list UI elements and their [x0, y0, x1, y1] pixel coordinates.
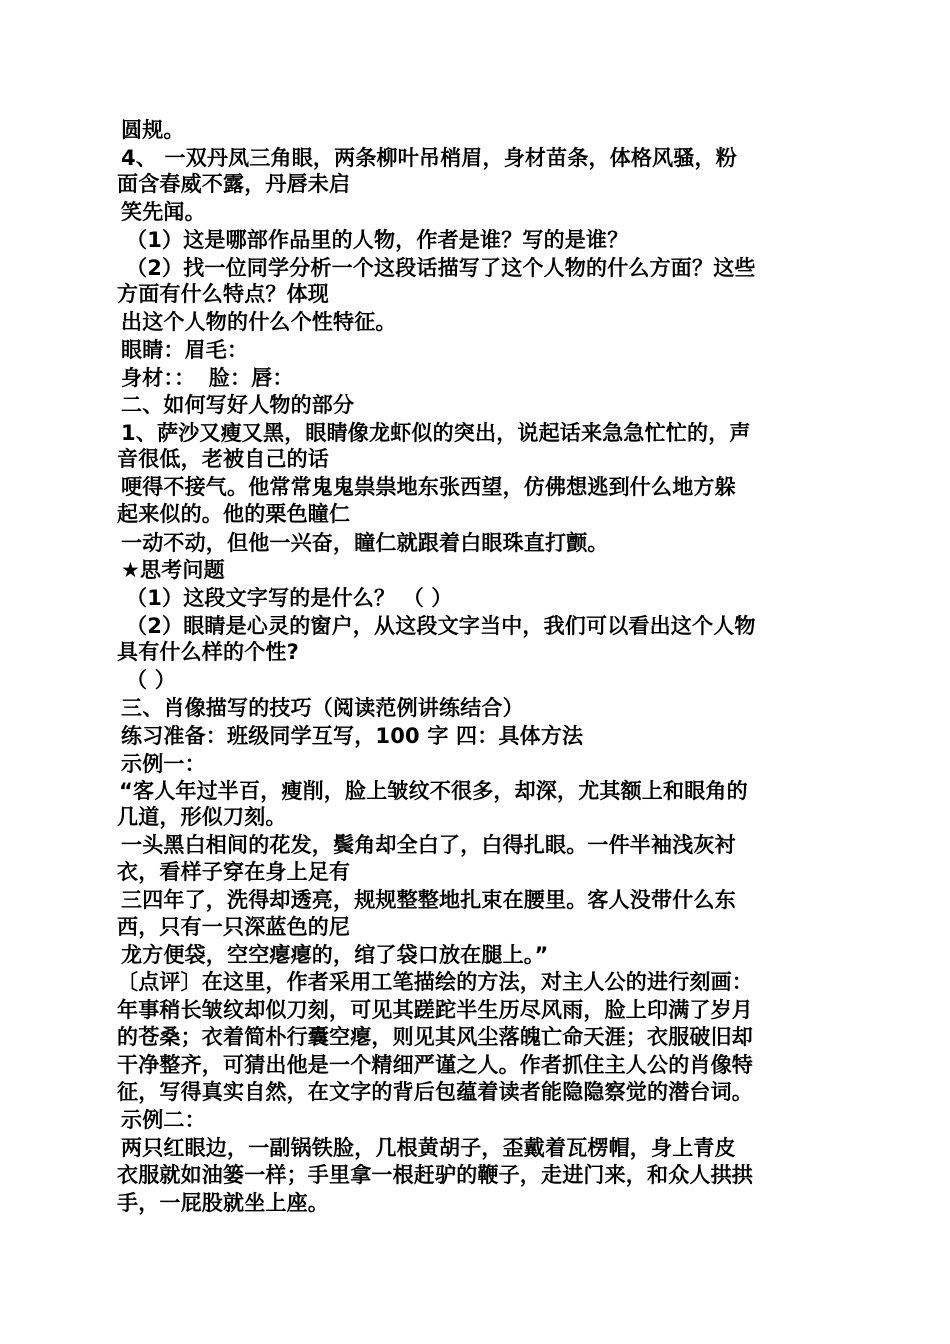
- text-line: 方面有什么特点？体现: [117, 282, 329, 306]
- text-line: 西，只有一只深蓝色的尼: [117, 915, 351, 939]
- text-line: 两只红眼边，一副锅铁脸，几根黄胡子，歪戴着瓦楞帽，身上青皮: [121, 1136, 736, 1160]
- text-line: 眼睛：眉毛：: [121, 338, 249, 362]
- text-line: 笑先闻。: [121, 200, 206, 224]
- text-line: （2）眼睛是心灵的窗户，从这段文字当中，我们可以看出这个人物: [126, 614, 756, 638]
- text-line: （1）这段文字写的是什么？ （ ）: [126, 586, 453, 610]
- text-line: 三四年了，洗得却透亮，规规整整地扎束在腰里。客人没带什么东: [121, 888, 736, 912]
- text-line: 几道，形似刀刻。: [117, 805, 287, 829]
- text-line: 手，一屁股就坐上座。: [117, 1191, 329, 1215]
- text-line: （ ）: [126, 668, 176, 692]
- text-line: 练习准备：班级同学互写，100 字 四：具体方法: [121, 724, 584, 748]
- text-line: （2）找一位同学分析一个这段话描写了这个人物的什么方面？这些: [126, 256, 756, 280]
- text-line: 1、萨沙又瘦又黑，眼睛像龙虾似的突出，说起话来急急忙忙的，声: [121, 421, 751, 445]
- section-heading: ★思考问题: [121, 558, 225, 582]
- text-line: 身材：： 脸：唇：: [121, 366, 294, 390]
- text-line: 起来似的。他的栗色瞳仁: [117, 502, 351, 526]
- text-line: 示例二：: [121, 1108, 206, 1132]
- text-line: 哽得不接气。他常常鬼鬼祟祟地东张西望，仿佛想逃到什么地方躲: [121, 475, 736, 499]
- text-line: （1）这是哪部作品里的人物，作者是谁？写的是谁？: [126, 228, 629, 252]
- text-line: 年事稍长皱纹却似刀刻，可见其蹉跎半生历尽风雨，脸上印满了岁月: [117, 998, 753, 1022]
- text-line: “客人年过半百，瘦削，脸上皱纹不很多，却深，尤其额上和眼角的: [119, 779, 748, 803]
- text-line: 出这个人物的什么个性特征。: [121, 310, 397, 334]
- text-line: 4、 一双丹凤三角眼，两条柳叶吊梢眉，身材苗条，体格风骚，粉: [121, 146, 737, 170]
- text-line: 面含春威不露，丹唇未启: [117, 172, 351, 196]
- text-line: 〔点评〕在这里，作者采用工笔描绘的方法，对主人公的进行刻画：: [117, 970, 753, 994]
- text-line: 一头黑白相间的花发，鬓角却全白了，白得扎眼。一件半袖浅灰衬: [121, 833, 736, 857]
- text-line: 干净整齐，可猜出他是一个精细严谨之人。作者抓住主人公的肖像特: [117, 1053, 753, 1077]
- text-line: 衣服就如油篓一样；手里拿一根赶驴的鞭子，走进门来，和众人拱拱: [117, 1163, 753, 1187]
- text-line: 具有什么样的个性?: [117, 640, 299, 664]
- text-line: 音很低，老被自己的话: [117, 447, 329, 471]
- text-line: 的苍桑；衣着简朴行囊空瘪，则见其风尘落魄亡命天涯；衣服破旧却: [117, 1025, 753, 1049]
- text-line: 衣，看样子穿在身上足有: [117, 860, 351, 884]
- section-heading: 三、肖像描写的技巧（阅读范例讲练结合）: [121, 696, 524, 720]
- text-line: 征，写得真实自然，在文字的背后包蕴着读者能隐隐察觉的潜台词。: [117, 1080, 753, 1104]
- text-line: 示例一：: [121, 752, 206, 776]
- text-line: 一动不动，但他一兴奋，瞳仁就跟着白眼珠直打颤。: [121, 531, 609, 555]
- text-line: 圆规。: [121, 118, 185, 142]
- section-heading: 二、如何写好人物的部分: [121, 393, 355, 417]
- text-line: 龙方便袋，空空瘪瘪的，绾了袋口放在腿上。”: [121, 943, 549, 967]
